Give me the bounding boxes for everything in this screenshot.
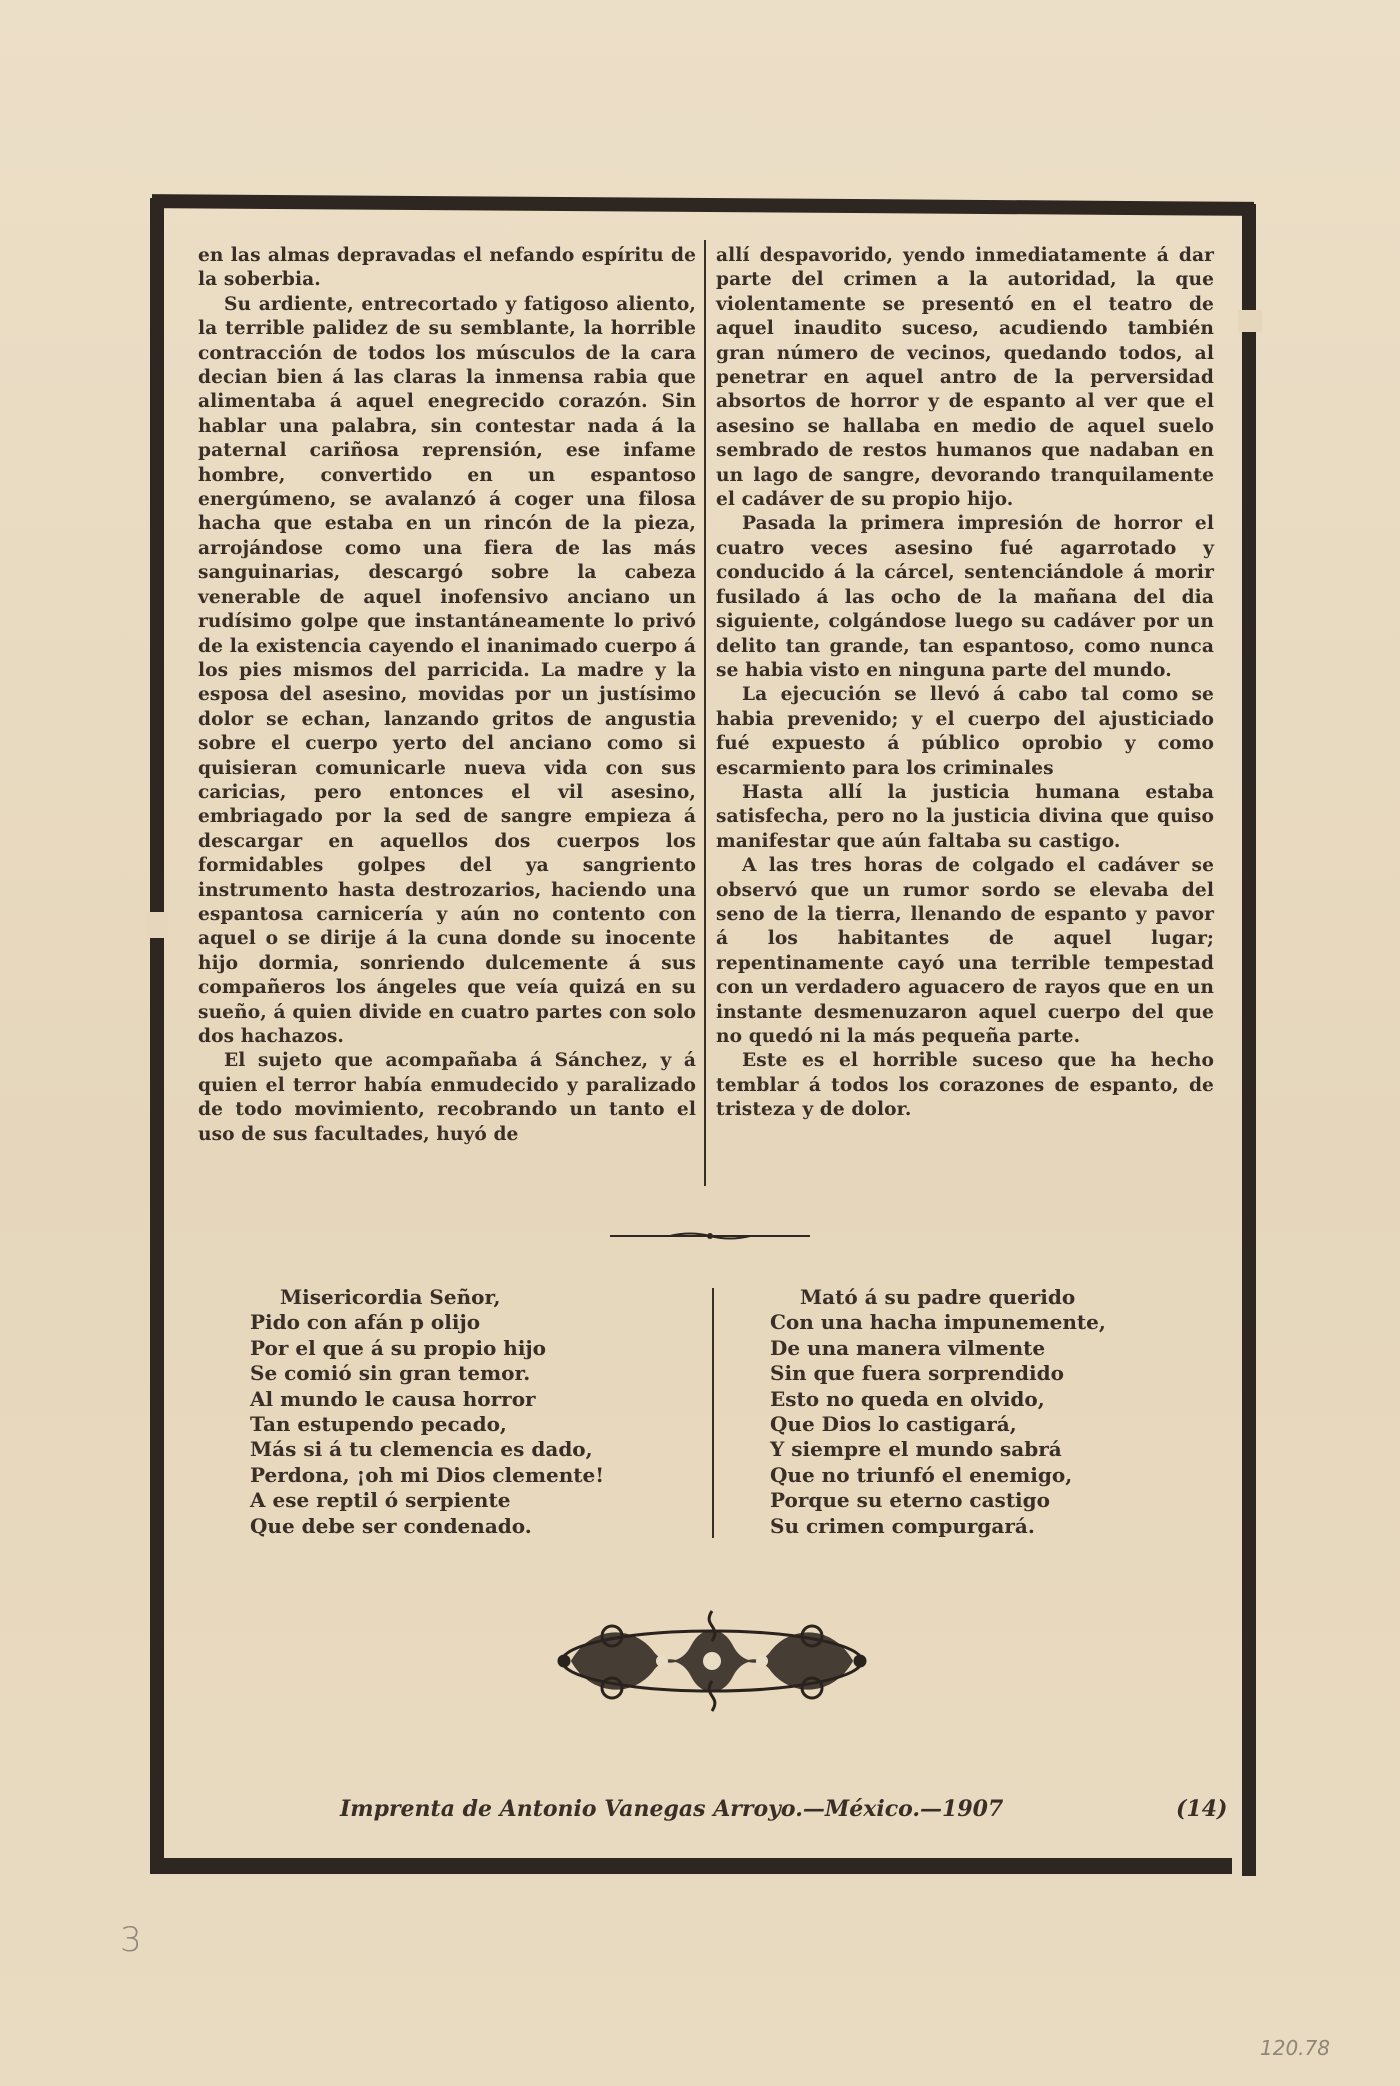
verse-line: Pido con afán p olijo [250,1310,481,1335]
page-number: (14) [1176,1796,1228,1822]
right-column [716,244,1214,1123]
column-divider [704,240,706,1186]
paragraph: Hasta allí la justicia humana estaba satisfecha, pero no la justicia divina que quiso manifestar que aún faltaba su castigo. [716,781,1214,852]
border-gap [1238,310,1262,332]
paragraph: Su ardiente, entrecortado y fatigoso aliento, la terrible palidez de su semblante, la horrible contracción de todos los músculos de la cara decian bien á las claras la inmensa rabia que alimentaba á aquel enegrecido corazón. Sin hablar una palabra, sin contestar nada á la paternal cariñosa reprensión, ese infame hombre, convertido en un espantoso energúmeno, se avalanzó á coger una filosa hacha que estaba en un rincón de la pieza, arrojándose como una fiera de las más sanguinarias, descargó sobre la cabeza venerable de aquel inofensivo anciano un rudísimo golpe que instantáneamente lo privó de la existencia cayendo el inanimado cuerpo á los pies mismos del parricida. La madre y la esposa del asesino, movidas por un justísimo dolor se echan, lanzando gritos de angustia sobre el cuerpo yerto del anciano como si quisieran comunicarle nueva vida con sus caricias, pero entonces el vil asesino, embriagado por la sed de sangre empieza á descargar en aquellos dos cuerpos los formidables golpes del ya sangriento instrumento hasta destrozarios, haciendo una espantosa carnicería y aún no contento con aquel o se dirije á la cuna donde su inocente hijo dormia, sonriendo dulcemente á sus compañeros los ángeles que veía quizá en su sueño, á quien divide en cuatro partes con solo dos hachazos. [198,293,696,1047]
ornamental-rule-icon [610,1230,810,1242]
verse-line: Que debe ser condenado. [250,1513,532,1538]
verse-line: Tan estupendo pecado, [250,1412,507,1437]
left-column [198,244,696,1147]
verse-line: Que Dios lo castigará, [770,1412,1017,1437]
border-right [1242,204,1256,1876]
paragraph: A las tres horas de colgado el cadáver se observó que un rumor sordo se elevaba del seno de la tierra, llenando de espanto y pavor á los habitantes de aquel lugar; repentinamente cayó una terrible tempestad con un verdadero aguacero de rayos que en un instante desmenuzaron aquel cuerpo del que no quedó ni la más pequeña parte. [716,855,1214,1047]
pencil-mark: 3 [120,1920,142,1960]
verse-line: De una manera vilmente [770,1335,1046,1360]
verse-divider [712,1288,714,1538]
imprint: Imprenta de Antonio Vanegas Arroyo.—México.—1907 [340,1796,1004,1822]
paragraph: La ejecución se llevó á cabo tal como se habia prevenido; y el cuerpo del ajusticiado fué expuesto á público oprobio y como escarmiento para los criminales [716,684,1214,779]
verse-line: Y siempre el mundo sabrá [770,1437,1062,1462]
verse-line: Se comió sin gran temor. [250,1361,531,1386]
verse-line: Sin que fuera sorprendido [770,1361,1064,1386]
paragraph: Este es el horrible suceso que ha hecho temblar á todos los corazones de espanto, de tristeza y de dolor. [716,1050,1214,1121]
verse-line: Con una hacha impunemente, [770,1310,1106,1335]
verse-line: Más si á tu clemencia es dado, [250,1437,593,1462]
verse-line: Al mundo le causa horror [250,1386,536,1411]
verse-line: Misericordia Señor, [280,1285,501,1309]
verse-line: Por el que á su propio hijo [250,1335,546,1360]
verses [250,1285,1150,1545]
border-left [150,198,164,1874]
verse-line: Mató á su padre querido [800,1285,1076,1309]
paragraph: El sujeto que acompañaba á Sánchez, y á quien el terror había enmudecido y paralizado de todo movimiento, recobrando un tanto el uso de sus facultades, huyó de [198,1050,696,1145]
verse-line: A ese reptil ó serpiente [250,1488,511,1513]
border-gap [146,912,168,938]
verse-line: Porque su eterno castigo [770,1488,1050,1513]
paragraph: allí despavorido, yendo inmediatamente á dar parte del crimen a la autoridad, la que violentamente se presentó en el teatro de aquel inaudito suceso, acudiendo también gran número de vecinos, quedando todos, al penetrar en aquel antro de la perversidad absortos de horror y de espanto al ver que el asesino se hallaba en medio de aquel suelo sembrado de restos humanos que nadaban en un lago de sangre, devorando tranquilamente el cadáver de su propio hijo. [716,245,1214,511]
verse-line: Perdona, ¡oh mi Dios clemente! [250,1462,605,1487]
catalog-number: 120.78 [1260,2036,1330,2060]
border-top [152,194,1254,216]
verse-line: Esto no queda en olvido, [770,1386,1045,1411]
verse-stanza-right [770,1285,1210,1539]
paragraph: en las almas depravadas el nefando espíritu de la soberbia. [198,245,696,291]
paragraph: Pasada la primera impresión de horror el cuatro veces asesino fué agarrotado y conducido á la cárcel, sentenciándole á morir fusilado á las ocho de la mañana del dia siguiente, colgándose luego su cadáver por un delito tan grande, tan espantoso, como nunca se habia visto en ninguna parte del mundo. [716,513,1214,681]
body-text [198,244,1218,1204]
verse-stanza-left [250,1285,690,1539]
verse-line: Que no triunfó el enemigo, [770,1462,1073,1487]
floral-tailpiece-icon [552,1606,872,1716]
verse-line: Su crimen compurgará. [770,1513,1035,1538]
border-bottom [162,1858,1232,1874]
